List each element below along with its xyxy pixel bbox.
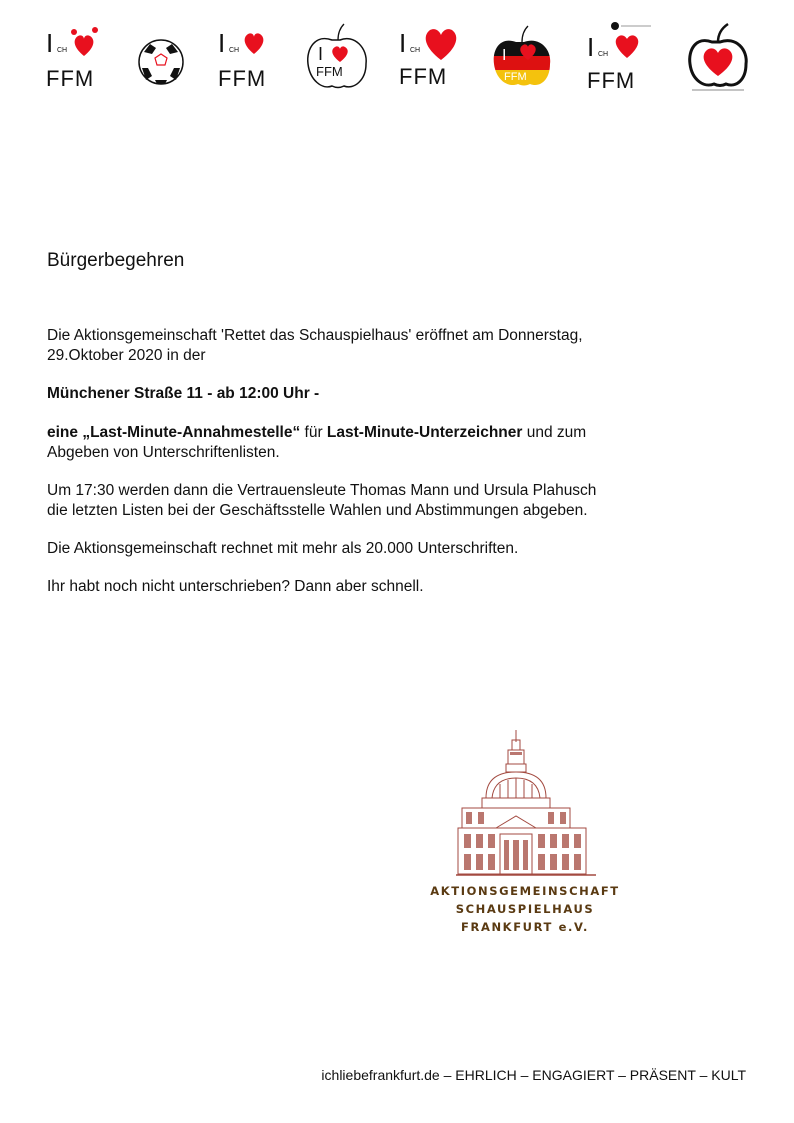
svg-text:CH: CH <box>410 47 421 54</box>
svg-text:FFM: FFM <box>316 64 343 79</box>
svg-text:CH: CH <box>229 47 240 54</box>
vertrauensleute-paragraph: Um 17:30 werden dann die Vertrauensleute Thomas Mann und Ursula Plahusch die letzten Listen bei der Geschäftsstelle Wahlen und Abstimmungen abgeben. <box>47 482 597 519</box>
svg-text:FFM: FFM <box>587 68 636 93</box>
signature-count-paragraph: Die Aktionsgemeinschaft rechnet mit mehr als 20.000 Unterschriften. <box>47 540 519 557</box>
ich-liebe-ffm-logo-3 <box>397 18 467 94</box>
svg-text:I: I <box>399 28 407 58</box>
ich-liebe-ffm-logo-4 <box>585 18 655 94</box>
svg-text:FFM: FFM <box>504 71 527 83</box>
address-line: Münchener Straße 11 - ab 12:00 Uhr - <box>47 385 320 402</box>
svg-text:I: I <box>587 32 595 62</box>
apple-ffm-logo <box>302 18 372 94</box>
svg-text:I: I <box>218 28 226 58</box>
document-title: Bürgerbegehren <box>47 250 185 271</box>
footer-tagline: ichliebefrankfurt.de – EHRLICH – ENGAGIERT – PRÄSENT – KULT <box>321 1067 746 1083</box>
germany-apple-ffm-logo <box>488 18 558 94</box>
logo-letter-i: I <box>46 28 54 58</box>
apple-heart-logo <box>684 18 754 94</box>
schauspielhaus-building-illustration <box>456 728 596 880</box>
svg-text:CH: CH <box>57 47 68 54</box>
ich-liebe-ffm-logo-1 <box>44 18 114 94</box>
logo-row <box>0 18 794 98</box>
call-to-action-paragraph: Ihr habt noch nicht unterschrieben? Dann aber schnell. <box>47 578 424 595</box>
intro-paragraph: Die Aktionsgemeinschaft 'Rettet das Schauspielhaus' eröffnet am Donnerstag, 29.Oktober 2020 in der <box>47 327 583 364</box>
football-heart-logo <box>136 18 206 94</box>
svg-text:FFM: FFM <box>218 66 267 91</box>
organization-name: AKTIONSGEMEINSCHAFT SCHAUSPIELHAUS FRANKFURT e.V. <box>430 884 620 934</box>
svg-text:I: I <box>318 44 324 64</box>
svg-text:FFM: FFM <box>46 66 95 91</box>
svg-text:CH: CH <box>598 51 609 58</box>
ich-liebe-ffm-logo-2 <box>216 18 286 94</box>
annahmestelle-paragraph: eine „Last-Minute-Annahmestelle“ für Last-Minute-Unterzeichner und zum Abgeben von Unterschriftenlisten. <box>47 424 587 461</box>
svg-text:FFM: FFM <box>399 64 448 89</box>
svg-text:I: I <box>502 47 507 64</box>
